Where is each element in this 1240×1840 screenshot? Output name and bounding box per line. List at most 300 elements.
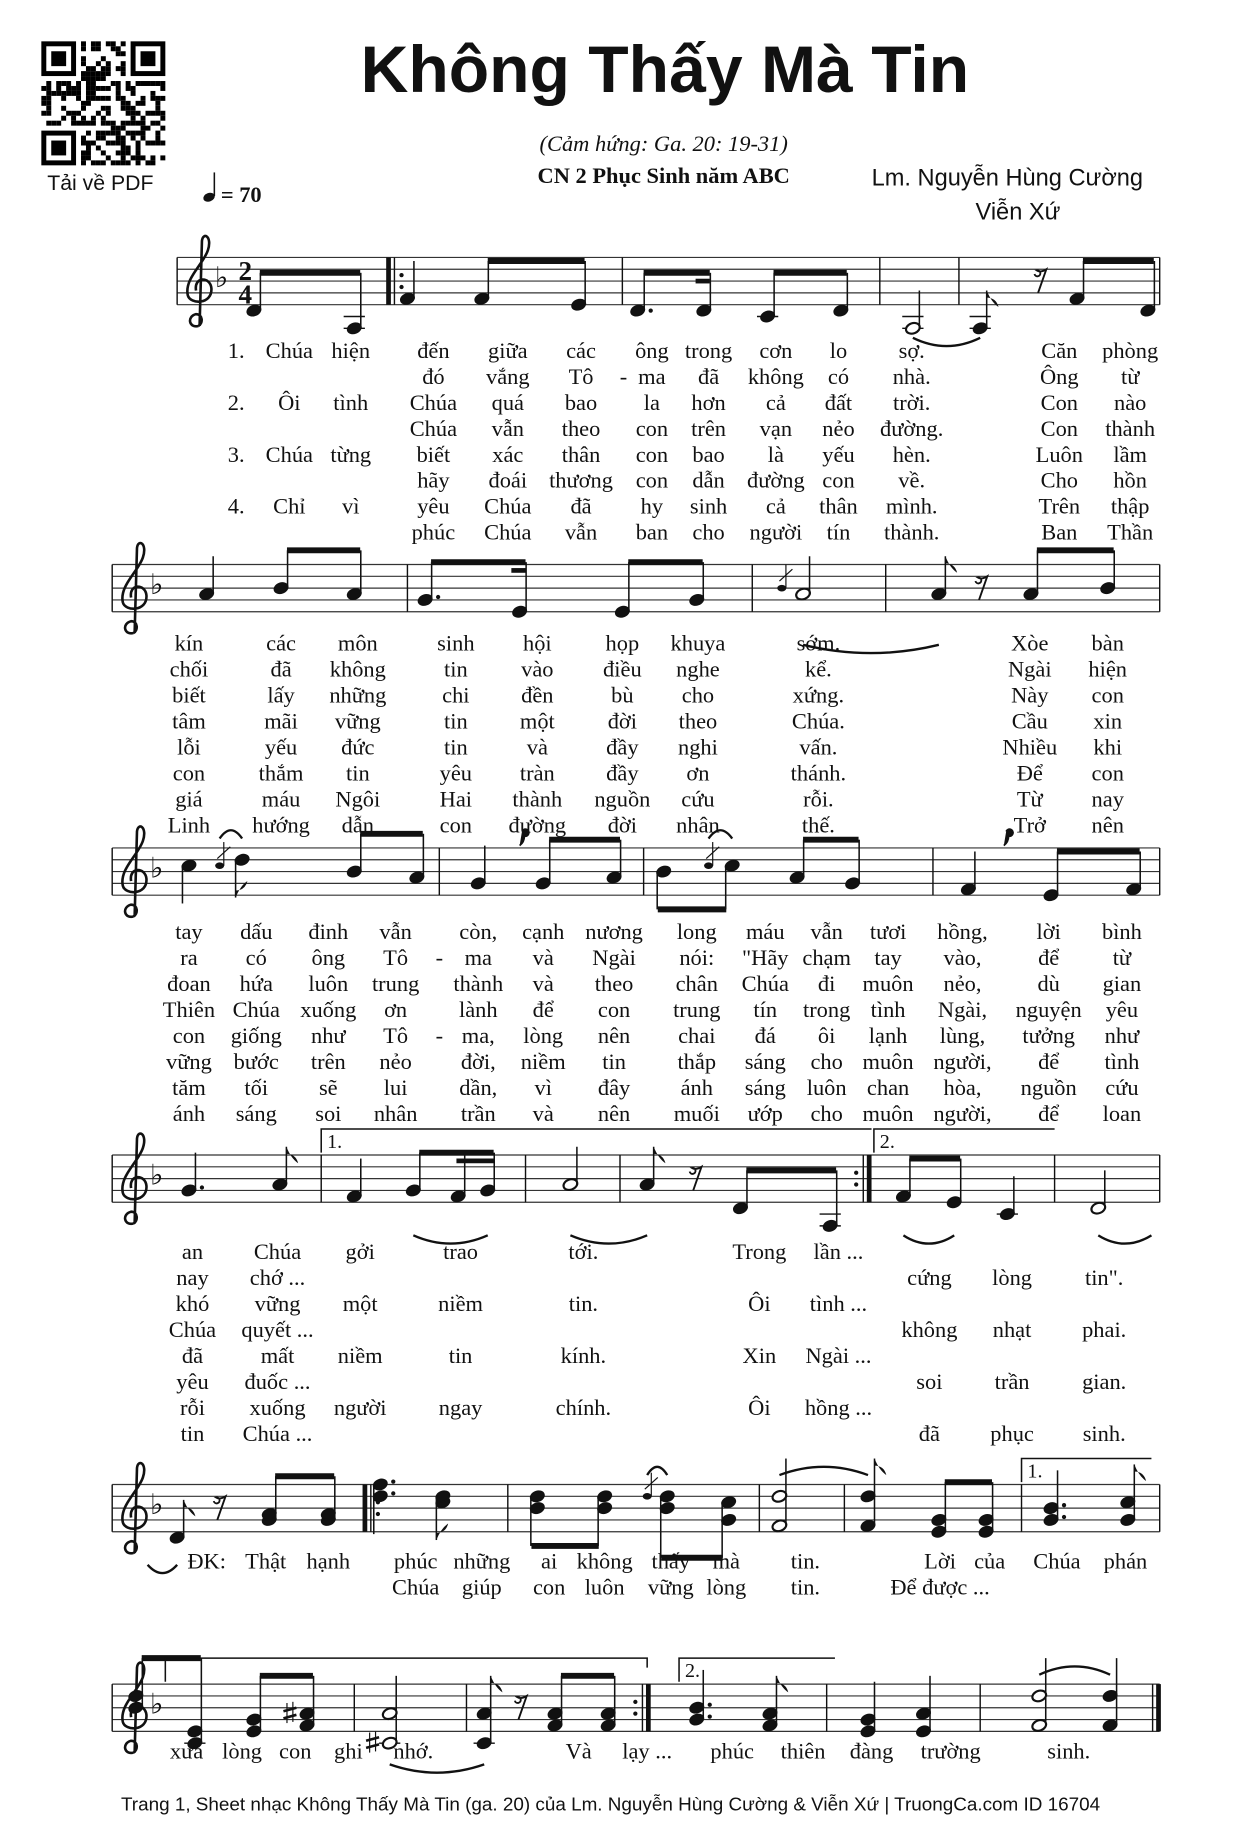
repeat-dot: [854, 1171, 858, 1175]
lyric-syllable: tràn: [519, 760, 555, 786]
lyric-syllable: dù: [1037, 970, 1060, 996]
lyric-line: [187, 1548, 1147, 1573]
lyric-syllable: la: [643, 389, 660, 415]
lyric-syllable: những: [453, 1548, 511, 1574]
lyric-syllable: nẻo: [822, 415, 855, 441]
qr-module: [46, 101, 51, 106]
qr-module: [106, 71, 111, 76]
lyric-syllable: con: [822, 467, 855, 493]
lyric-syllable: vạn: [759, 415, 793, 441]
qr-module: [116, 51, 121, 56]
lyric-syllable: từ: [1120, 363, 1140, 389]
lyric-syllable: người: [333, 1394, 387, 1420]
qr-module: [86, 131, 91, 136]
lyric-syllable: muối: [673, 1100, 720, 1126]
lyric-syllable: mất: [260, 1342, 295, 1368]
lyric-syllable: còn,: [459, 918, 498, 944]
qr-module: [121, 141, 126, 146]
lyric-syllable: vững: [254, 1290, 301, 1316]
lyric-syllable: cạnh: [522, 918, 565, 944]
qr-module: [136, 131, 141, 136]
qr-module: [61, 116, 66, 121]
lyric-syllable: và: [532, 944, 554, 970]
qr-module: [61, 96, 66, 101]
lyric-syllable: giúp: [461, 1574, 502, 1600]
composer-name: Lm. Nguyễn Hùng Cường: [871, 165, 1144, 192]
qr-module: [76, 111, 81, 116]
qr-module: [106, 66, 111, 71]
qr-module: [101, 121, 106, 126]
lyric-syllable: lòng: [523, 1022, 564, 1048]
qr-module: [121, 66, 126, 71]
lyrics-block-s6: [170, 1739, 1090, 1764]
qr-module: [141, 155, 146, 160]
lyric-syllable: Xòe: [1011, 630, 1049, 656]
lyric-syllable: tình: [870, 996, 906, 1022]
qr-module: [121, 145, 126, 150]
qr-module: [126, 150, 131, 155]
lyric-syllable: Cầu: [1011, 708, 1048, 734]
lyric-syllable: tình: [333, 389, 369, 415]
lyric-syllable: trung: [673, 996, 721, 1022]
qr-module: [126, 111, 131, 116]
lyric-syllable: trời.: [893, 389, 931, 415]
lyric-syllable: long: [676, 918, 717, 944]
lyric-syllable: soi: [315, 1100, 342, 1126]
lyric-syllable: Chúa: [484, 493, 532, 519]
qr-module: [126, 86, 131, 91]
dot: [1062, 1503, 1066, 1507]
lyric-syllable: xuống: [249, 1394, 306, 1420]
lyric-syllable: luôn: [308, 970, 349, 996]
lyric-syllable: phục: [990, 1420, 1034, 1446]
lyric-syllable: đã: [697, 363, 720, 389]
lyric-syllable: theo: [678, 708, 718, 734]
lyric-syllable: từng: [330, 441, 372, 467]
qr-module: [76, 91, 81, 96]
lyric-syllable: hồn: [1113, 467, 1147, 493]
repeat-dot: [854, 1182, 858, 1186]
lyric-syllable: Ôi: [748, 1394, 771, 1420]
qr-module: [96, 111, 101, 116]
lyric-syllable: Và: [565, 1738, 592, 1764]
qr-module: [111, 81, 116, 86]
lyric-syllable: tin: [602, 1048, 626, 1074]
lyric-syllable: Xin: [742, 1342, 777, 1368]
lyric-syllable: nhớ.: [393, 1738, 434, 1764]
qr-module: [136, 81, 141, 86]
qr-module: [96, 46, 101, 51]
qr-finder: [51, 51, 66, 66]
lyric-syllable: trong: [684, 337, 733, 363]
lyric-syllable: Trong: [732, 1238, 787, 1264]
lyricist-name: Viễn Xứ: [975, 199, 1061, 226]
lyric-syllable: máu: [745, 918, 785, 944]
lyric-syllable: con: [279, 1738, 312, 1764]
page-footer: Trang 1, Sheet nhạc Không Thấy Mà Tin (ga. 20) của Lm. Nguyễn Hùng Cường & Viễn Xứ | TruongCa.com ID 16704: [120, 1794, 1101, 1816]
lyric-syllable: Chúa: [409, 389, 458, 415]
final-barline: [1156, 1684, 1161, 1731]
volta-label: 1.: [1027, 1460, 1043, 1483]
lyric-syllable: Con: [1040, 389, 1079, 415]
qr-module: [116, 150, 121, 155]
qr-module: [101, 56, 106, 61]
qr-module: [101, 106, 106, 111]
lyric-syllable: chối: [169, 656, 209, 682]
dot: [708, 1714, 712, 1718]
qr-module: [86, 101, 91, 106]
qr-module: [150, 121, 155, 126]
qr-module: [145, 126, 150, 131]
lyric-syllable: đất: [824, 389, 853, 415]
qr-module: [150, 81, 155, 86]
dot: [391, 1491, 395, 1495]
lyric-syllable: trong: [802, 996, 851, 1022]
qr-module: [81, 121, 86, 126]
qr-finder: [51, 141, 66, 156]
qr-module: [76, 121, 81, 126]
lyric-syllable: con: [635, 467, 669, 493]
lyric-syllable: đền: [521, 682, 554, 708]
lyric-syllable: cho: [810, 1048, 843, 1074]
qr-module: [46, 86, 51, 91]
lyric-syllable: cả: [765, 493, 786, 519]
lyric-syllable: ướp: [747, 1100, 783, 1126]
lyric-syllable: tin: [444, 656, 468, 682]
qr-module: [76, 96, 81, 101]
lyric-syllable: ông: [311, 944, 346, 970]
lyric-syllable: nhân: [373, 1100, 418, 1126]
lyric-syllable: Ôi: [278, 389, 301, 415]
lyric-syllable: Tô: [383, 1022, 409, 1048]
lyric-syllable: đức: [341, 734, 375, 760]
qr-module: [96, 76, 101, 81]
qr-module: [101, 131, 106, 136]
qr-module: [116, 86, 121, 91]
lyric-syllable: Từ: [1016, 786, 1043, 812]
qr-module: [136, 150, 141, 155]
lyric-syllable: để: [1038, 1048, 1060, 1074]
lyric-syllable: Tô: [568, 363, 594, 389]
lyric-syllable: đoan: [167, 970, 211, 996]
lyric-syllable: yếu: [822, 441, 855, 467]
inspiration-text: (Cảm hứng: Ga. 20: 19-31): [539, 131, 788, 157]
qr-module: [46, 91, 51, 96]
lyric-syllable: và: [532, 970, 554, 996]
lyric-syllable: vẫn: [379, 918, 412, 944]
qr-module: [71, 121, 76, 126]
qr-module: [91, 121, 96, 126]
volta-label: 2.: [684, 1660, 700, 1683]
lyric-syllable: đầy: [606, 760, 639, 786]
lyric-syllable: tin: [448, 1342, 473, 1368]
qr-module: [41, 101, 46, 106]
qr-module: [91, 86, 96, 91]
lyric-syllable: loan: [1102, 1100, 1142, 1126]
lyric-syllable: vì: [534, 1074, 552, 1100]
qr-module: [141, 131, 146, 136]
lyric-syllable: máu: [261, 786, 301, 812]
lyric-syllable: xưa: [169, 1738, 204, 1764]
lyric-syllable: không: [329, 656, 386, 682]
qr-module: [121, 155, 126, 160]
lyric-syllable: dấu: [240, 918, 273, 944]
qr-module: [141, 121, 146, 126]
lyric-syllable: con: [635, 441, 669, 467]
lyric-syllable: ma: [464, 944, 492, 970]
download-pdf-link[interactable]: Tải về PDF: [47, 171, 154, 196]
qr-module: [136, 160, 141, 165]
repeat-dot: [376, 1512, 380, 1516]
lyric-syllable: Ban: [1041, 519, 1078, 545]
lyric-syllable: trần: [994, 1368, 1030, 1394]
qr-module: [116, 141, 121, 146]
lyric-syllable: nhà.: [892, 363, 931, 389]
qr-module: [71, 111, 76, 116]
qr-module: [46, 96, 51, 101]
lyric-syllable: an: [181, 1238, 204, 1264]
qr-module: [41, 96, 46, 101]
qr-module: [101, 66, 106, 71]
lyric-syllable: hy: [640, 493, 664, 519]
lyric-syllable: Linh: [167, 812, 211, 838]
lyric-syllable: vì: [342, 493, 360, 519]
lyric-syllable: yêu: [439, 760, 473, 786]
qr-module: [91, 96, 96, 101]
lyric-syllable: phòng: [1102, 337, 1159, 363]
lyric-syllable: tay: [175, 918, 203, 944]
qr-module: [160, 86, 165, 91]
lyric-syllable: theo: [561, 415, 601, 441]
qr-module: [96, 160, 101, 165]
qr-module: [41, 111, 46, 116]
lyric-syllable: yếu: [264, 734, 298, 760]
lyric-syllable: quá: [491, 389, 524, 415]
lyric-syllable: lỗi: [177, 734, 201, 760]
lyric-syllable: Ngài ...: [805, 1342, 872, 1368]
lyric-syllable: sáng: [744, 1048, 786, 1074]
qr-module: [91, 76, 96, 81]
lyric-syllable: thành: [1105, 415, 1156, 441]
lyric-syllable: về.: [898, 467, 926, 493]
qr-module: [96, 61, 101, 66]
lyric-syllable: vẫn: [491, 415, 524, 441]
qr-module: [106, 111, 111, 116]
lyric-syllable: ra: [180, 944, 198, 970]
lyric-syllable: tình ...: [809, 1290, 868, 1316]
lyric-syllable: Ông: [1040, 363, 1079, 389]
lyric-syllable: cơn: [759, 337, 793, 363]
repeat-dot: [633, 1700, 637, 1704]
qr-module: [51, 121, 56, 126]
qr-module: [46, 121, 51, 126]
qr-module: [121, 101, 126, 106]
lyric-syllable: lo: [829, 337, 848, 363]
lyric-line: [410, 416, 1155, 441]
lyric-syllable: Chúa: [232, 996, 280, 1022]
qr-module: [96, 96, 101, 101]
qr-module: [81, 136, 86, 141]
lyric-syllable: phúc: [710, 1738, 754, 1764]
dot: [1062, 1515, 1066, 1519]
lyric-syllable: phai.: [1082, 1316, 1127, 1342]
lyric-syllable: để: [532, 996, 554, 1022]
lyric-syllable: vấn.: [799, 734, 838, 760]
qr-module: [160, 126, 165, 131]
lyric-syllable: Này: [1011, 682, 1049, 708]
lyric-syllable: lạnh: [868, 1022, 908, 1048]
lyric-syllable: tới.: [568, 1238, 599, 1264]
lyric-syllable: lầm: [1113, 441, 1147, 467]
dot: [200, 1185, 204, 1189]
lyric-syllable: thành: [512, 786, 563, 812]
lyric-syllable: phúc: [393, 1548, 438, 1574]
lyric-syllable: ơn: [384, 996, 408, 1022]
lyric-syllable: tâm: [172, 708, 206, 734]
qr-module: [66, 86, 71, 91]
grace-note: [704, 862, 713, 869]
lyric-syllable: hèn.: [892, 441, 931, 467]
lyric-syllable: chạm: [802, 944, 851, 970]
lyric-syllable: ôi: [817, 1022, 836, 1048]
qr-module: [56, 86, 61, 91]
qr-module: [111, 46, 116, 51]
lyric-syllable: như: [311, 1022, 346, 1048]
qr-module: [56, 91, 61, 96]
qr-module: [155, 96, 160, 101]
tempo-value: = 70: [220, 181, 262, 207]
lyric-syllable: vững: [334, 708, 381, 734]
lyric-syllable: đoái: [488, 467, 528, 493]
lyric-syllable: Luôn: [1035, 441, 1083, 467]
qr-module: [86, 155, 91, 160]
lyric-syllable: vẫn: [564, 519, 598, 545]
lyric-syllable: -: [619, 363, 628, 389]
lyric-syllable: chính.: [555, 1394, 612, 1420]
lyric-syllable: Chúa: [253, 1238, 302, 1264]
lyric-syllable: lui: [383, 1074, 408, 1100]
lyric-syllable: Con: [1040, 415, 1079, 441]
qr-module: [121, 126, 126, 131]
qr-module: [111, 141, 116, 146]
qr-module: [141, 81, 146, 86]
qr-module: [106, 121, 111, 126]
lyric-syllable: nghi: [678, 734, 718, 760]
lyric-syllable: giống: [230, 1022, 282, 1048]
lyric-syllable: thắm: [258, 760, 304, 786]
lyric-syllable: hiện: [1088, 656, 1128, 682]
qr-module: [116, 126, 121, 131]
qr-module: [101, 76, 106, 81]
lyric-syllable: rỗi: [180, 1394, 205, 1420]
lyric-syllable: lành: [458, 996, 498, 1022]
lyric-syllable: mãi: [264, 708, 298, 734]
qr-module: [150, 91, 155, 96]
lyric-syllable: -: [435, 944, 444, 970]
qr-module: [106, 155, 111, 160]
lyric-syllable: lạy ...: [622, 1738, 673, 1764]
lyric-syllable: ơn: [686, 760, 710, 786]
qr-module: [121, 51, 126, 56]
qr-module: [66, 91, 71, 96]
lyric-syllable: nhân: [676, 812, 720, 838]
lyric-syllable: nguồn: [1020, 1074, 1077, 1100]
qr-module: [160, 111, 165, 116]
lyric-syllable: xứng.: [792, 682, 845, 708]
qr-module: [121, 61, 126, 66]
lyric-syllable: "Hãy: [741, 944, 789, 970]
lyric-syllable: chi: [442, 682, 470, 708]
qr-module: [91, 141, 96, 146]
lyric-syllable: cả: [765, 389, 786, 415]
lyric-syllable: khuya: [670, 630, 726, 656]
qr-module: [145, 81, 150, 86]
lyric-syllable: đây: [597, 1074, 631, 1100]
lyric-syllable: nên: [1091, 812, 1124, 838]
qr-module: [106, 86, 111, 91]
lyric-syllable: ma,: [461, 1022, 495, 1048]
lyric-syllable: biết: [416, 441, 451, 467]
lyric-syllable: tươi: [869, 918, 907, 944]
lyric-syllable: thấy: [651, 1548, 691, 1574]
qr-module: [155, 131, 160, 136]
volta-label: 1.: [327, 1130, 343, 1153]
qr-module: [81, 106, 86, 111]
qr-module: [116, 136, 121, 141]
lyric-syllable: theo: [594, 970, 634, 996]
qr-module: [155, 141, 160, 146]
lyric-syllable: yêu: [417, 493, 450, 519]
lyric-syllable: Ngài: [1007, 656, 1052, 682]
lyric-syllable: ông: [635, 337, 669, 363]
lyric-syllable: để: [1038, 1100, 1060, 1126]
qr-module: [61, 91, 66, 96]
lyric-syllable: Để: [1016, 760, 1043, 786]
key-signature-flat: ♭: [149, 1687, 164, 1721]
lyric-syllable: cho: [810, 1100, 843, 1126]
lyric-syllable: hiện: [331, 337, 371, 363]
lyric-syllable: Ngài: [592, 944, 636, 970]
lyric-syllable: hứa: [239, 970, 273, 996]
lyric-syllable: Ôi: [748, 1290, 771, 1316]
lyric-syllable: đường.: [880, 415, 944, 441]
lyric-syllable: dẫn: [692, 467, 725, 493]
lyric-syllable: trên: [691, 415, 727, 441]
qr-module: [131, 131, 136, 136]
lyric-syllable: xác: [492, 441, 524, 467]
qr-module: [76, 86, 81, 91]
qr-module: [121, 160, 126, 165]
grace-note: [643, 1493, 652, 1500]
lyric-syllable: bước: [233, 1048, 279, 1074]
lyric-syllable: thân: [819, 493, 858, 519]
qr-module: [61, 106, 66, 111]
qr-module: [155, 121, 160, 126]
lyric-syllable: đầy: [606, 734, 639, 760]
lyric-syllable: khi: [1093, 734, 1123, 760]
qr-module: [101, 96, 106, 101]
lyric-syllable: ánh: [680, 1074, 713, 1100]
lyric-syllable: bao: [564, 389, 598, 415]
qr-module: [121, 96, 126, 101]
lyric-syllable: vắng: [486, 363, 530, 389]
lyric-syllable: có: [827, 363, 850, 389]
qr-module: [131, 121, 136, 126]
lyric-syllable: hồng,: [937, 918, 988, 944]
lyric-syllable: chai: [678, 1022, 716, 1048]
qr-module: [91, 160, 96, 165]
lyric-syllable: tăm: [172, 1074, 206, 1100]
